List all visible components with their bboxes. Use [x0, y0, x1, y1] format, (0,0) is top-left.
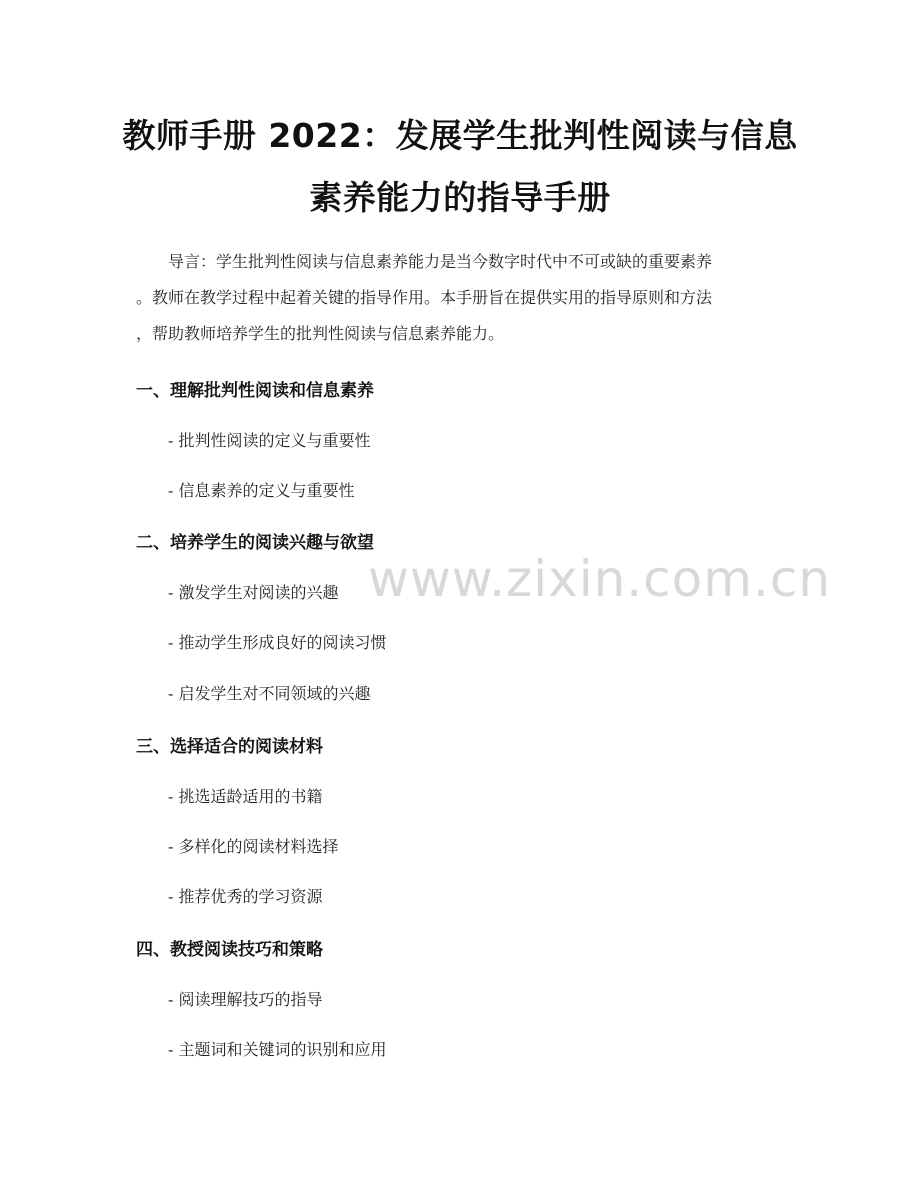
section-heading: 三、选择适合的阅读材料 — [136, 737, 323, 757]
watermark: www.zixin.com.cn — [368, 550, 832, 608]
intro-paragraph — [136, 244, 796, 352]
list-item: - 启发学生对不同领域的兴趣 — [168, 684, 371, 703]
intro-line: 。教师在教学过程中起着关键的指导作用。本手册旨在提供实用的指导原则和方法 — [136, 288, 713, 307]
list-item: - 多样化的阅读材料选择 — [168, 837, 339, 856]
section-heading: 一、理解批判性阅读和信息素养 — [136, 381, 374, 401]
list-item: - 推荐优秀的学习资源 — [168, 887, 323, 906]
document-title-line-1: 教师手册 2022：发展学生批判性阅读与信息 — [122, 116, 798, 155]
intro-line: 导言：学生批判性阅读与信息素养能力是当今数字时代中不可或缺的重要素养 — [168, 252, 713, 271]
list-item: - 激发学生对阅读的兴趣 — [168, 583, 339, 602]
list-item: - 阅读理解技巧的指导 — [168, 990, 323, 1009]
section-heading: 四、教授阅读技巧和策略 — [136, 940, 323, 960]
list-item: - 批判性阅读的定义与重要性 — [168, 431, 371, 450]
intro-line: ，帮助教师培养学生的批判性阅读与信息素养能力。 — [136, 324, 505, 343]
list-item: - 推动学生形成良好的阅读习惯 — [168, 633, 387, 652]
list-item: - 挑选适龄适用的书籍 — [168, 787, 323, 806]
list-item: - 信息素养的定义与重要性 — [168, 481, 355, 500]
list-item: - 主题词和关键词的识别和应用 — [168, 1040, 387, 1059]
section-heading: 二、培养学生的阅读兴趣与欲望 — [136, 533, 374, 553]
document-title-line-2: 素养能力的指导手册 — [309, 178, 611, 217]
